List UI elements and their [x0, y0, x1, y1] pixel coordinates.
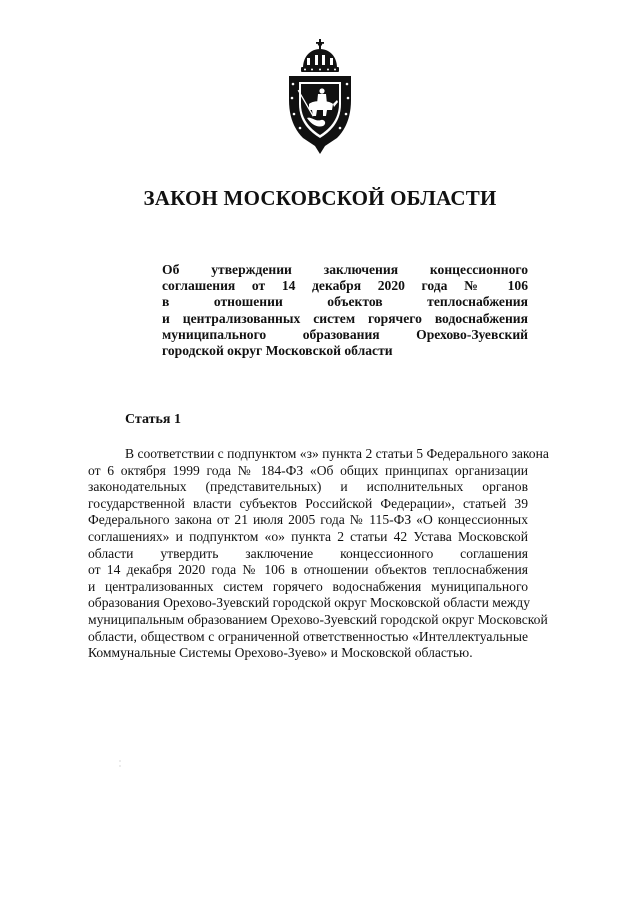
law-subject	[162, 262, 528, 359]
article-line: Коммунальные Системы Орехово-Зуево» и Московской областью.	[88, 645, 473, 661]
subject-line: городской округ Московской области	[162, 343, 393, 359]
document-title: ЗАКОН МОСКОВСКОЙ ОБЛАСТИ	[143, 186, 497, 210]
article-line: области утвердить заключение концессионного соглашения	[88, 545, 528, 561]
subject-line: и централизованных систем горячего водоснабжения	[162, 310, 528, 326]
coat-of-arms-icon	[285, 38, 355, 156]
article-line: В соответствии с подпунктом «з» пункта 2 статьи 5 Федерального закона	[125, 446, 549, 461]
article-line: образования Орехово-Зуевский городской округ Московской области между	[88, 595, 531, 611]
article-body	[88, 446, 549, 662]
scan-speck	[119, 760, 121, 768]
article-line: от 6 октября 1999 года № 184-ФЗ «Об общих принципах организации	[88, 462, 528, 478]
article-line: законодательных (представительных) и исполнительных органов	[88, 479, 528, 495]
subject-line: соглашения от 14 декабря 2020 года № 106	[162, 278, 528, 294]
article-line: муниципальным образованием Орехово-Зуевский городской округ Московской	[88, 611, 548, 627]
article-line: и централизованных систем горячего водоснабжения муниципального	[88, 578, 528, 594]
article-line: области, обществом с ограниченной ответственностью «Интеллектуальные	[88, 628, 528, 644]
subject-line: Об утверждении заключения концессионного	[162, 262, 528, 277]
subject-line: муниципального образования Орехово-Зуевский	[162, 326, 528, 342]
article-line: государственной власти субъектов Российской Федерации», статьей 39	[88, 495, 528, 511]
article-line: Федерального закона от 21 июля 2005 года № 115-ФЗ «О концессионных	[88, 512, 528, 528]
article-heading: Статья 1	[125, 412, 181, 427]
subject-line: в отношении объектов теплоснабжения	[162, 294, 528, 310]
article-line: соглашениях» и подпунктом «о» пункта 2 статьи 42 Устава Московской	[88, 528, 528, 544]
article-line: от 14 декабря 2020 года № 106 в отношении объектов теплоснабжения	[88, 562, 528, 578]
